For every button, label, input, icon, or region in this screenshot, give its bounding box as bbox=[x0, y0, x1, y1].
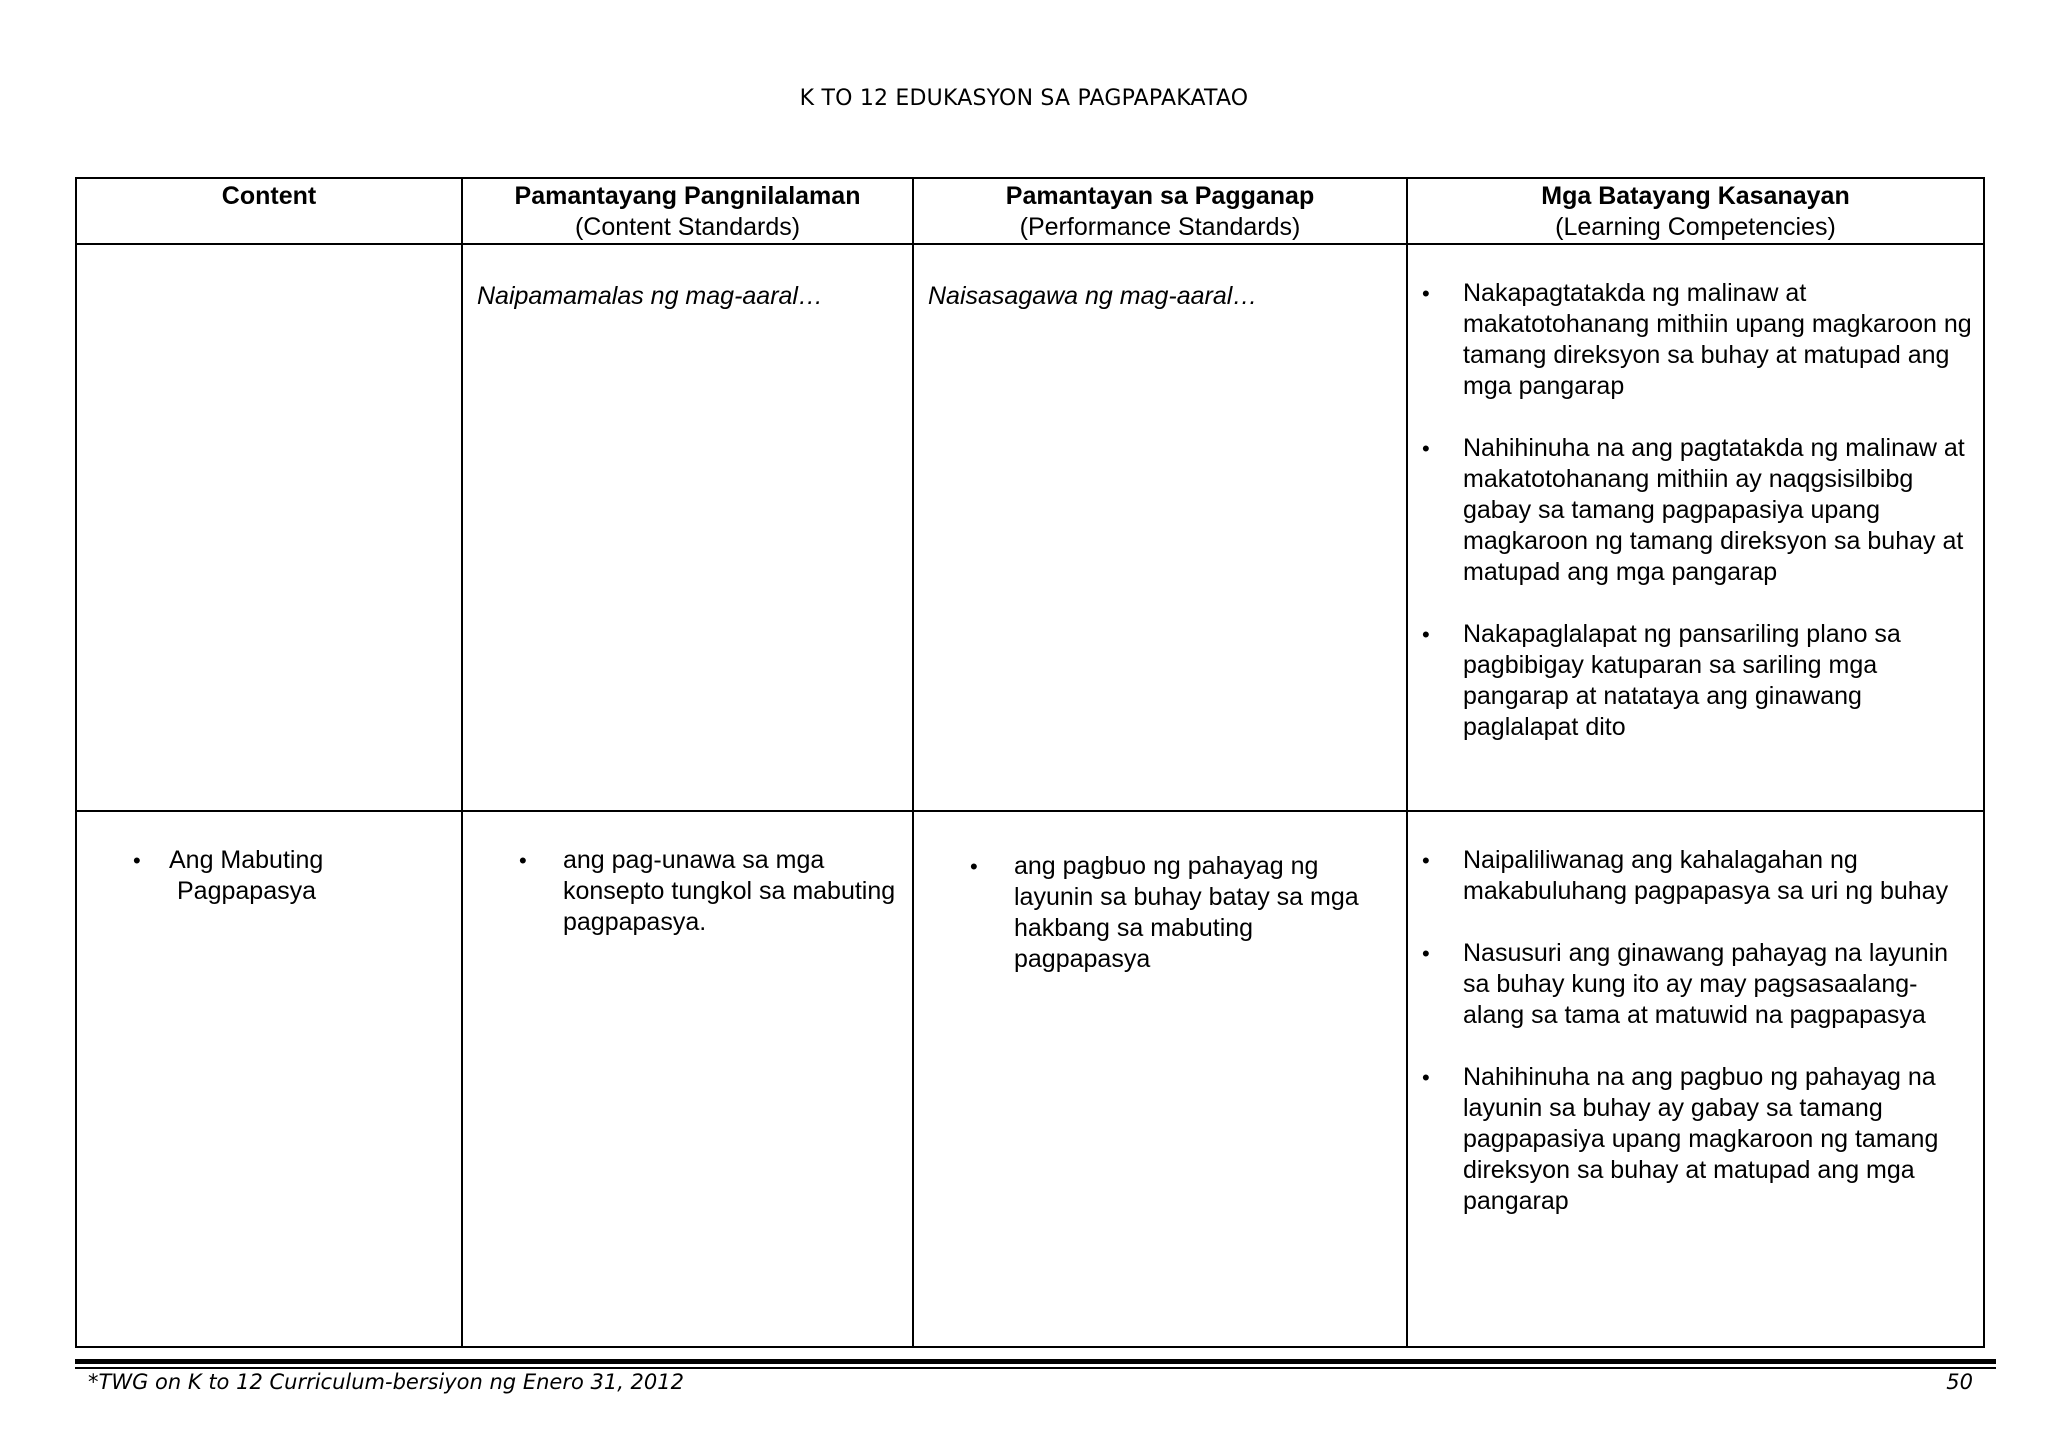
competency-text: Nakapagtatakda ng malinaw at makatotohanang mithiin upang magkaroon ng tamang direksyon sa buhay at matupad ang mga pangarap bbox=[1463, 279, 1972, 400]
table-row bbox=[76, 811, 1984, 1347]
list-item bbox=[1408, 433, 1973, 588]
content-standard-list bbox=[463, 845, 912, 938]
curriculum-table bbox=[75, 177, 1985, 1348]
column-header-performance-standards bbox=[913, 178, 1407, 244]
column-title: Pamantayang Pangnilalaman bbox=[514, 182, 861, 210]
footer-note: *TWG on K to 12 Curriculum-bersiyon ng Enero 31, 2012 bbox=[88, 1370, 684, 1394]
content-standard-cell bbox=[462, 244, 913, 811]
list-item bbox=[1408, 619, 1973, 743]
table-header-row bbox=[76, 178, 1984, 244]
bullet-icon: • bbox=[133, 848, 141, 873]
performance-standard-cell bbox=[913, 244, 1407, 811]
content-standard-cell bbox=[462, 811, 913, 1347]
column-header-learning-competencies bbox=[1407, 178, 1984, 244]
competency-text: Nakapaglalapat ng pansariling plano sa pagbibigay katuparan sa sariling mga pangarap at natataya ang ginawang paglalapat dito bbox=[1463, 620, 1901, 741]
bullet-icon: • bbox=[970, 854, 978, 879]
competency-list bbox=[1408, 278, 1983, 743]
column-subtitle: (Content Standards) bbox=[574, 213, 801, 241]
bullet-icon: • bbox=[1422, 281, 1430, 306]
list-item bbox=[1408, 1062, 1973, 1217]
content-cell bbox=[76, 811, 462, 1347]
competencies-cell bbox=[1407, 811, 1984, 1347]
column-title: Mga Batayang Kasanayan bbox=[1541, 182, 1850, 210]
table-row bbox=[76, 244, 1984, 811]
competencies-cell bbox=[1407, 244, 1984, 811]
column-subtitle: (Learning Competencies) bbox=[1555, 213, 1836, 241]
bullet-icon: • bbox=[1422, 1065, 1430, 1090]
column-header-content bbox=[76, 178, 462, 244]
footer-rule-thick bbox=[75, 1359, 1996, 1364]
performance-standard-lead: Naisasagawa ng mag-aaral… bbox=[928, 282, 1258, 310]
competency-text: Nahihinuha na ang pagbuo ng pahayag na layunin sa buhay ay gabay sa tamang pagpapasiya upang magkaroon ng tamang direksyon sa buhay at matupad ang mga pangarap bbox=[1463, 1063, 1939, 1215]
performance-standard-text: ang pagbuo ng pahayag ng layunin sa buhay batay sa mga hakbang sa mabuting pagpapasya bbox=[1014, 852, 1359, 973]
competency-text: Nahihinuha na ang pagtatakda ng malinaw at makatotohanang mithiin ay naqgsisilbibg gabay sa tamang pagpapasiya upang magkaroon ng tamang direksyon sa buhay at matupad ang mga pangarap bbox=[1463, 434, 1965, 586]
list-item bbox=[463, 845, 912, 938]
page-number: 50 bbox=[1946, 1370, 1973, 1394]
content-standard-text: ang pag-unawa sa mga konsepto tungkol sa mabuting pagpapasya. bbox=[563, 846, 896, 936]
list-item bbox=[1408, 278, 1973, 402]
competency-list bbox=[1408, 845, 1983, 1217]
performance-standard-cell bbox=[913, 811, 1407, 1347]
content-standard-lead: Naipamamalas ng mag-aaral… bbox=[477, 282, 823, 310]
footer-rule-thin bbox=[75, 1367, 1996, 1369]
competency-text: Naipaliliwanag ang kahalagahan ng makabuluhang pagpapasya sa uri ng buhay bbox=[1463, 846, 1949, 905]
content-cell bbox=[76, 244, 462, 811]
bullet-icon: • bbox=[1422, 848, 1430, 873]
column-subtitle: (Performance Standards) bbox=[1019, 213, 1301, 241]
column-title: Pamantayan sa Pagganap bbox=[1005, 182, 1315, 210]
list-item bbox=[1408, 938, 1973, 1031]
content-text: Ang Mabuting Pagpapasya bbox=[169, 846, 324, 905]
list-item bbox=[914, 851, 1396, 975]
list-item bbox=[1408, 845, 1973, 907]
bullet-icon: • bbox=[1422, 622, 1430, 647]
competency-text: Nasusuri ang ginawang pahayag na layunin sa buhay kung ito ay may pagsasaalang-alang sa tama at matuwid na pagpapasya bbox=[1463, 939, 1949, 1029]
bullet-icon: • bbox=[1422, 941, 1430, 966]
column-header-content-standards bbox=[462, 178, 913, 244]
content-list bbox=[77, 845, 461, 907]
document-header: K TO 12 EDUKASYON SA PAGPAPAKATAO bbox=[799, 86, 1249, 111]
column-title: Content bbox=[221, 182, 317, 210]
performance-standard-list bbox=[914, 851, 1406, 975]
list-item bbox=[77, 845, 461, 907]
bullet-icon: • bbox=[1422, 436, 1430, 461]
bullet-icon: • bbox=[519, 848, 527, 873]
